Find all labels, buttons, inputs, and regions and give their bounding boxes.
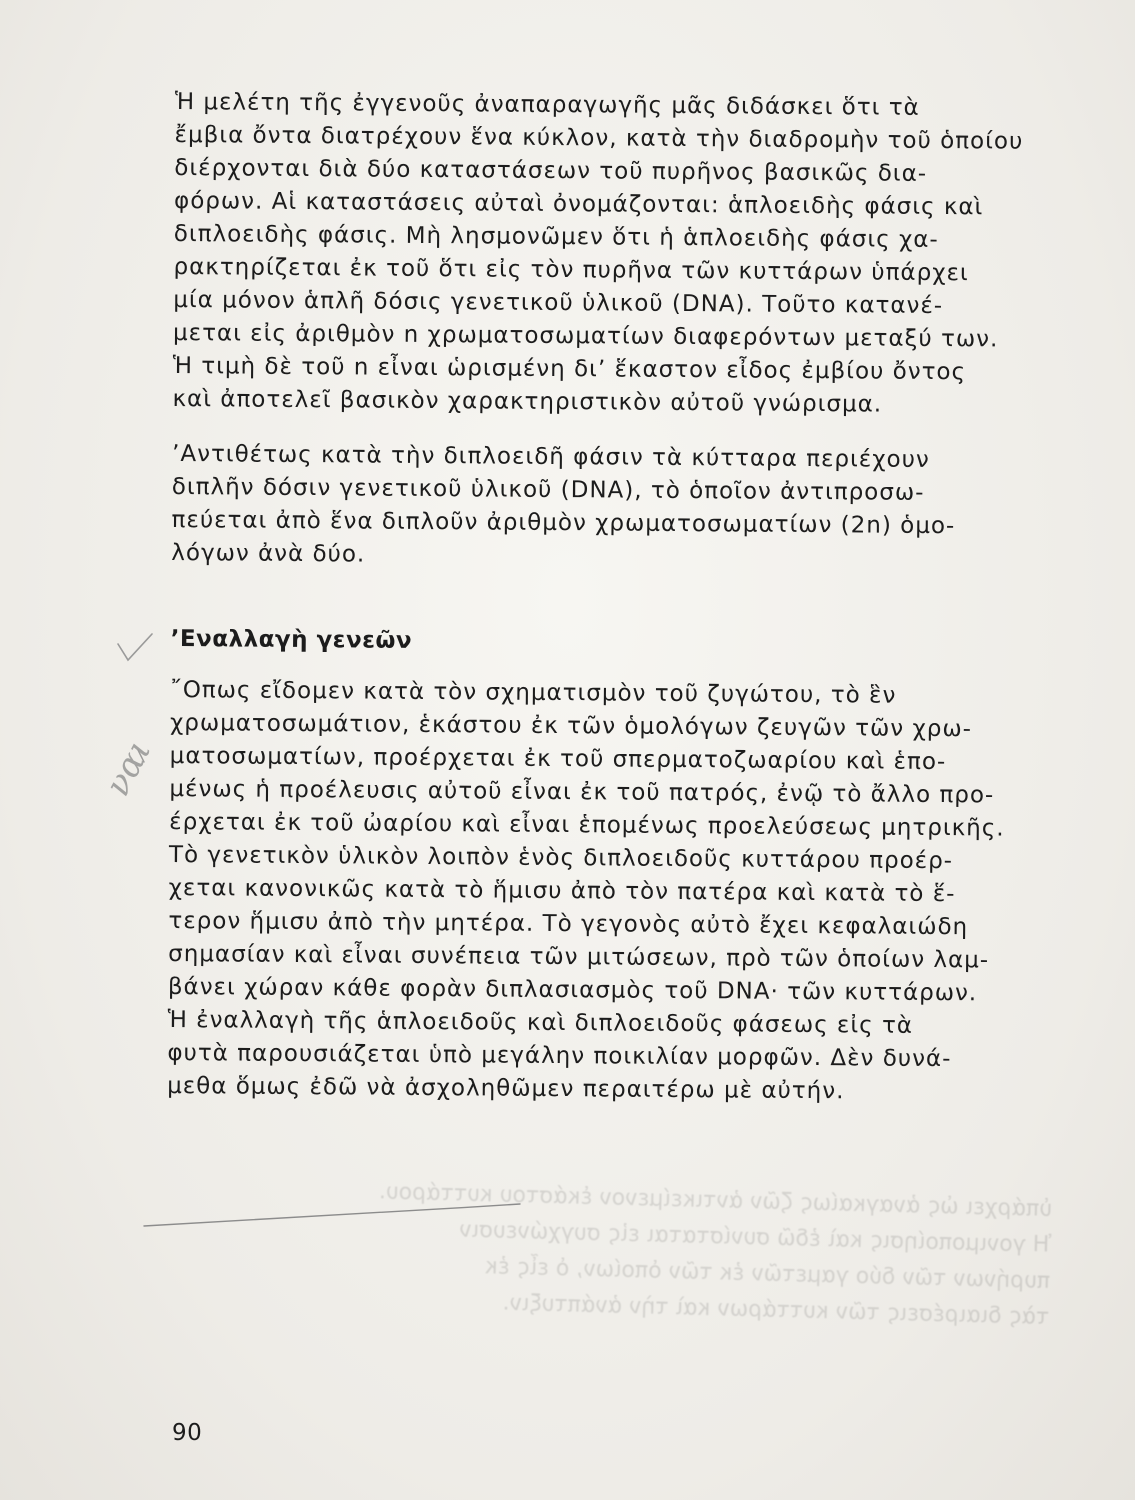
text-line: διπλῆν δόσιν γενετικοῦ ὑλικοῦ (DNA), τὸ ὁποῖον ἀντιπροσω- xyxy=(171,473,925,506)
text-line: καὶ ἀποτελεῖ βασικὸν χαρακτηριστικὸν αὐτοῦ γνώρισμα. xyxy=(172,385,883,418)
text-line: χρωματοσωμάτιον, ἑκάστου ἐκ τῶν ὁμολόγων ζευγῶν τῶν χρω- xyxy=(169,709,973,743)
text-line: μεθα ὅμως ἐδῶ νὰ ἀσχοληθῶμεν περαιτέρω μὲ αὐτήν. xyxy=(167,1072,845,1105)
text-line: Τὸ γενετικὸν ὑλικὸν λοιπὸν ἑνὸς διπλοειδοῦς κυττάρου προέρ- xyxy=(168,841,954,875)
text-line: μία μόνον ἁπλῆ δόσις γενετικοῦ ὑλικοῦ (DNA). Τοῦτο κατανέ- xyxy=(173,286,944,320)
text-line: Ἡ ἐναλλαγὴ τῆς ἁπλοειδοῦς καὶ διπλοειδοῦς φάσεως εἰς τὰ xyxy=(167,1006,914,1039)
text-line: τερον ἥμισυ ἀπὸ τὴν μητέρα. Τὸ γεγονὸς αὐτὸ ἔχει κεφαλαιώδη xyxy=(168,907,969,941)
page-text xyxy=(167,86,1040,1110)
paragraph-plants xyxy=(167,1004,1033,1110)
text-line: φυτὰ παρουσιάζεται ὑπὸ μεγάλην ποικιλίαν μορφῶν. Δὲν δυνά- xyxy=(167,1039,952,1073)
paragraph-diploid-phase xyxy=(171,438,1037,577)
pencil-dash-mark xyxy=(108,748,148,778)
text-line: σημασίαν καὶ εἶναι συνέπεια τῶν μιτώσεων, πρὸ τῶν ὁποίων λαμ- xyxy=(168,940,990,974)
pencil-underline-stroke xyxy=(142,1200,522,1230)
section-heading: ’Εναλλαγὴ γενεῶν xyxy=(170,625,413,654)
paragraph-zygote xyxy=(169,674,1035,846)
pencil-margin-note: ναι xyxy=(97,733,160,803)
text-line: διπλοειδὴς φάσις. Μὴ λησμονῶμεν ὅτι ἡ ἁπλοειδὴς φάσις χα- xyxy=(173,220,939,254)
text-line: μένως ἡ προέλευσις αὐτοῦ εἶναι ἐκ τοῦ πατρός, ἐνῷ τὸ ἄλλο προ- xyxy=(169,775,995,809)
text-line: Ἡ μελέτη τῆς ἐγγενοῦς ἀναπαραγωγῆς μᾶς διδάσκει ὅτι τὰ xyxy=(174,88,920,121)
text-line: πεύεται ἀπὸ ἕνα διπλοῦν ἀριθμὸν χρωματοσωματίων (2n) ὁμο- xyxy=(171,506,956,540)
text-line: ματοσωματίων, προέρχεται ἐκ τοῦ σπερματοζωαρίου καὶ ἑπο- xyxy=(169,742,947,776)
text-line: έρχεται ἐκ τοῦ ὠαρίου καὶ εἶναι ἑπομένως προελεύσεως μητρικῆς. xyxy=(169,808,1005,842)
text-line: διέρχονται διὰ δύο καταστάσεων τοῦ πυρῆνος βασικῶς δια- xyxy=(174,154,928,187)
text-line: βάνει χώραν κάθε φορὰν διπλασιασμὸς τοῦ DNA· τῶν κυττάρων. xyxy=(167,973,978,1007)
text-line: χεται κανονικῶς κατὰ τὸ ἥμισυ ἀπὸ τὸν πατέρα καὶ κατὰ τὸ ἕ- xyxy=(168,874,956,908)
show-through-text: ὑπάρχει ὡς ἀναγκαίως ζῶν ἀντικείμενον ἑκάστου κυττάρου. Ἡ γονιμοποίησις καὶ ἐδῶ συνίσταται εἰς συγχώνευσιν πυρήνων τῶν δύο γαμετῶν ἐκ τῶν ὁποίων, ὁ εἷς ἐκ τὰς διαιρέσεις τῶν κυττάρων καὶ τὴν ἀνάπτυξιν. xyxy=(378,1179,1053,1330)
text-line: ἔμβια ὄντα διατρέχουν ἕνα κύκλον, κατὰ τὴν διαδρομὴν τοῦ ὁποίου xyxy=(174,121,1024,155)
text-line: λόγων ἀνὰ δύο. xyxy=(171,539,366,568)
paragraph-genetic-material xyxy=(168,839,1034,1011)
page-number: 90 xyxy=(172,1420,203,1446)
text-line: ῎Οπως εἴδομεν κατὰ τὸν σχηματισμὸν τοῦ ζυγώτου, τὸ ἓν xyxy=(170,676,897,709)
text-line: ’Αντιθέτως κατὰ τὴν διπλοειδῆ φάσιν τὰ κύτταρα περιέχουν xyxy=(172,440,930,473)
text-line: μεται εἰς ἀριθμὸν n χρωματοσωματίων διαφερόντων μεταξύ των. xyxy=(172,319,999,353)
text-line: ρακτηρίζεται ἐκ τοῦ ὅτι εἰς τὸν πυρῆνα τῶν κυττάρων ὑπάρχει xyxy=(173,253,969,287)
text-line: φόρων. Αἱ καταστάσεις αὐταὶ ὀνομάζονται: ἁπλοειδὴς φάσις καὶ xyxy=(173,187,984,221)
paragraph-haploid-diploid xyxy=(172,86,1040,423)
pencil-check-mark xyxy=(110,630,160,670)
text-line: Ἡ τιμὴ δὲ τοῦ n εἶναι ὡρισμένη δι’ ἕκαστον εἶδος ἐμβίου ὄντος xyxy=(172,352,967,386)
